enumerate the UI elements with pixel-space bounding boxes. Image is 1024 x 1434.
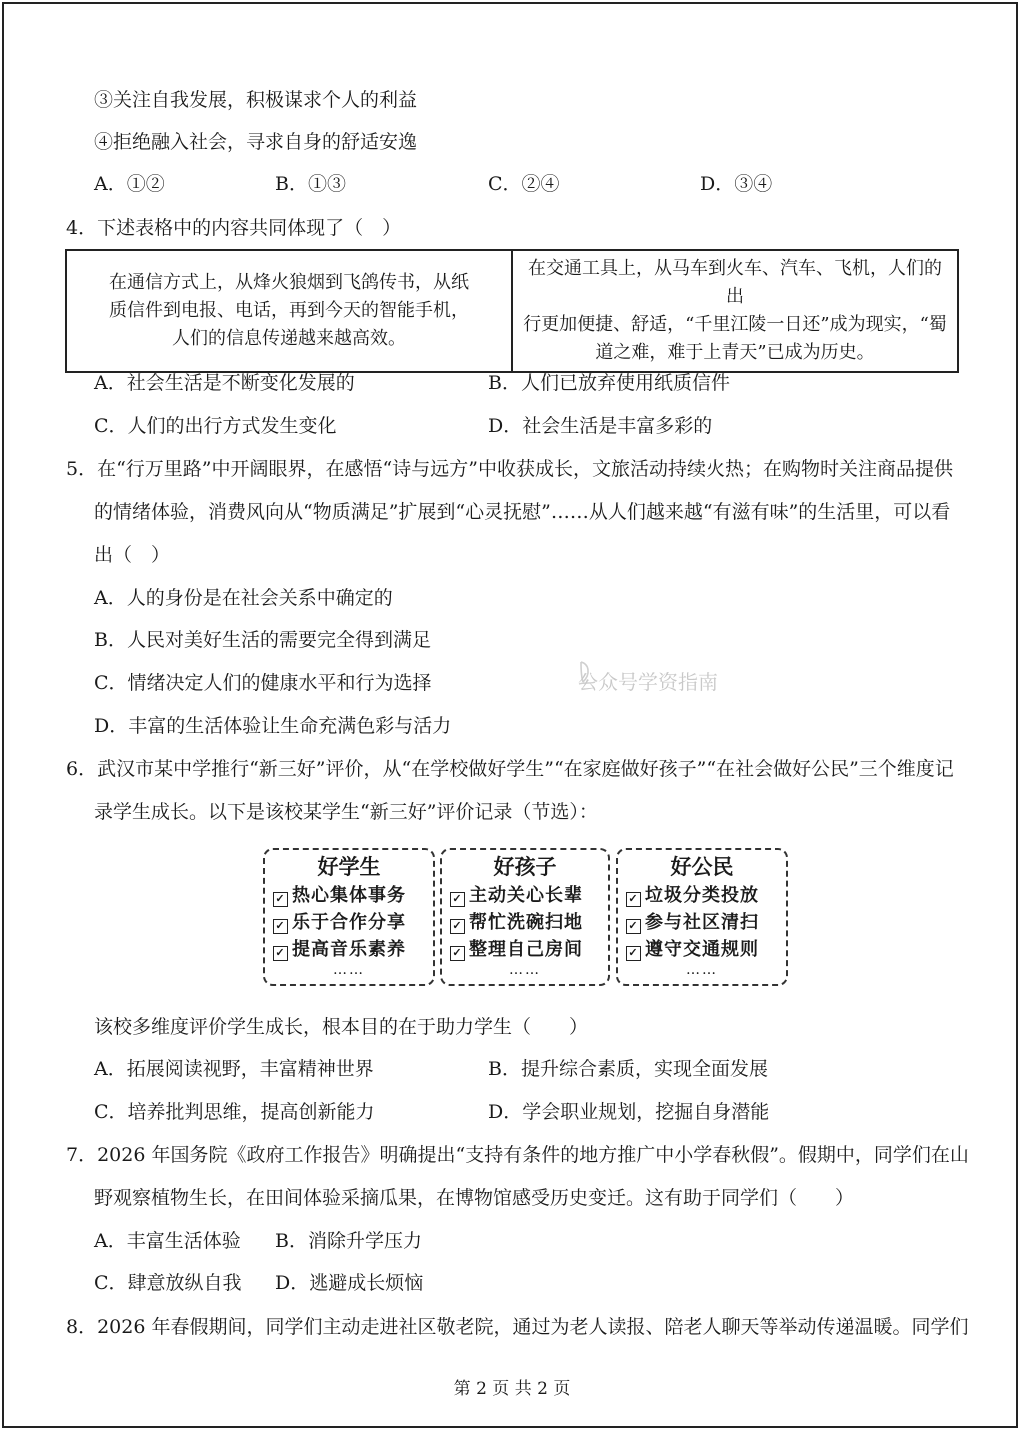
- q6-option-c: C．培养批判思维，提高创新能力: [94, 1101, 375, 1123]
- card-ellipsis: ……: [509, 962, 541, 978]
- q3-option-b: B．①③: [275, 173, 346, 195]
- checkbox-checked-icon: ✓: [273, 892, 288, 907]
- card-checklist-item: ✓ 整理自己房间: [450, 938, 583, 962]
- q4-cell-right-line: 道之难，难于上青天”已成为历史。: [595, 342, 875, 363]
- q7-stem-line: 7．2026 年国务院《政府工作报告》明确提出“支持有条件的地方推广中小学春秋假”。假期中，同学们在山: [66, 1144, 969, 1166]
- q4-stem: 4．下述表格中的内容共同体现了（ ）: [66, 217, 402, 239]
- q6-option-b: B．提升综合素质，实现全面发展: [488, 1058, 768, 1080]
- q4-cell-left-line: 人们的信息传递越来越高效。: [172, 328, 406, 349]
- evaluation-cards: [263, 848, 789, 988]
- q5-option-b: B．人民对美好生活的需要完全得到满足: [94, 629, 431, 651]
- q4-cell-left: [66, 250, 512, 372]
- q6-option-d: D．学会职业规划，挖掘自身潜能: [488, 1101, 770, 1123]
- card-checklist-item: ✓ 参与社区清扫: [626, 911, 759, 935]
- checkbox-checked-icon: ✓: [450, 946, 465, 961]
- card-checklist-item: ✓ 帮忙洗碗扫地: [450, 911, 583, 935]
- q3-option-d: D．③④: [700, 173, 773, 195]
- card-title: 好孩子: [493, 854, 557, 879]
- q3-item-3: ③关注自我发展，积极谋求个人的利益: [94, 89, 418, 111]
- q7-option-d: D．逃避成长烦恼: [275, 1272, 424, 1294]
- card-ellipsis: ……: [686, 962, 718, 978]
- q7-option-c: C．肆意放纵自我: [94, 1272, 242, 1294]
- checkbox-checked-icon: ✓: [450, 892, 465, 907]
- q4-option-a: A．社会生活是不断变化发展的: [94, 372, 355, 394]
- card-good-citizen: [616, 848, 788, 986]
- q4-table: [65, 249, 959, 373]
- card-title: 好学生: [317, 854, 381, 879]
- card-checklist-item: ✓ 主动关心长辈: [450, 884, 583, 908]
- q5-option-c: C．情绪决定人们的健康水平和行为选择: [94, 672, 432, 694]
- q6-stem-line: 6．武汉市某中学推行“新三好”评价，从“在学校做好学生”“在家庭做好孩子”“在社会做好公民”三个维度记: [66, 758, 954, 780]
- checkbox-checked-icon: ✓: [273, 919, 288, 934]
- q4-option-c: C．人们的出行方式发生变化: [94, 415, 337, 437]
- q4-cell-right-line: 行更加便捷、舒适，“千里江陵一日还”成为现实，“蜀: [523, 314, 947, 335]
- q6-question: 该校多维度评价学生成长，根本目的在于助力学生（ ）: [94, 1016, 589, 1038]
- q8-stem: 8．2026 年春假期间，同学们主动走进社区敬老院，通过为老人读报、陪老人聊天等举动传递温暖。同学们: [66, 1316, 969, 1338]
- card-title: 好公民: [670, 854, 734, 879]
- checkbox-checked-icon: ✓: [273, 946, 288, 961]
- checkbox-checked-icon: ✓: [626, 892, 641, 907]
- q7-option-b: B．消除升学压力: [275, 1230, 422, 1252]
- q5-option-a: A．人的身份是在社会关系中确定的: [94, 587, 393, 609]
- q7-option-a: A．丰富生活体验: [94, 1230, 241, 1252]
- checkbox-checked-icon: ✓: [626, 919, 641, 934]
- q4-cell-left-line: 在通信方式上，从烽火狼烟到飞鸽传书，从纸: [109, 272, 469, 293]
- card-checklist-item: ✓ 热心集体事务: [273, 884, 406, 908]
- card-checklist-item: ✓ 乐于合作分享: [273, 911, 406, 935]
- q5-option-d: D．丰富的生活体验让生命充满色彩与活力: [94, 715, 452, 737]
- q3-item-4: ④拒绝融入社会，寻求自身的舒适安逸: [94, 131, 418, 153]
- card-checklist-item: ✓ 垃圾分类投放: [626, 884, 759, 908]
- q5-stem-line: 的情绪体验，消费风向从“物质满足”扩展到“心灵抚慰”……从人们越来越“有滋有味”的生活里，可以看: [94, 501, 951, 523]
- q6-option-a: A．拓展阅读视野，丰富精神世界: [94, 1058, 374, 1080]
- card-checklist-item: ✓ 遵守交通规则: [626, 938, 759, 962]
- card-good-student: [263, 848, 435, 986]
- q4-option-b: B．人们已放弃使用纸质信件: [488, 372, 730, 394]
- q4-cell-right: [512, 250, 958, 372]
- q4-cell-right-line: 在交通工具上，从马车到火车、汽车、飞机，人们的出: [528, 258, 942, 307]
- checkbox-checked-icon: ✓: [626, 946, 641, 961]
- watermark-text: 公众号学资指南: [578, 670, 718, 694]
- q3-option-a: A．①②: [94, 173, 165, 195]
- checkbox-checked-icon: ✓: [450, 919, 465, 934]
- q6-stem-line: 录学生成长。以下是该校某学生“新三好”评价记录（节选）：: [94, 801, 598, 823]
- card-good-child: [440, 848, 610, 986]
- card-ellipsis: ……: [333, 962, 365, 978]
- page-footer: 第 2 页 共 2 页: [453, 1379, 571, 1399]
- q3-option-c: C．②④: [488, 173, 560, 195]
- q5-stem-line: 5．在“行万里路”中开阔眼界，在感悟“诗与远方”中收获成长，文旅活动持续火热；在购物时关注商品提供: [66, 458, 953, 480]
- q7-stem-line: 野观察植物生长，在田间体验采摘瓜果，在博物馆感受历史变迁。这有助于同学们（ ）: [94, 1187, 855, 1209]
- q4-option-d: D．社会生活是丰富多彩的: [488, 415, 713, 437]
- card-checklist-item: ✓ 提高音乐素养: [273, 938, 406, 962]
- q4-cell-left-line: 质信件到电报、电话，再到今天的智能手机，: [109, 300, 469, 321]
- q5-stem-line: 出（ ）: [94, 544, 171, 566]
